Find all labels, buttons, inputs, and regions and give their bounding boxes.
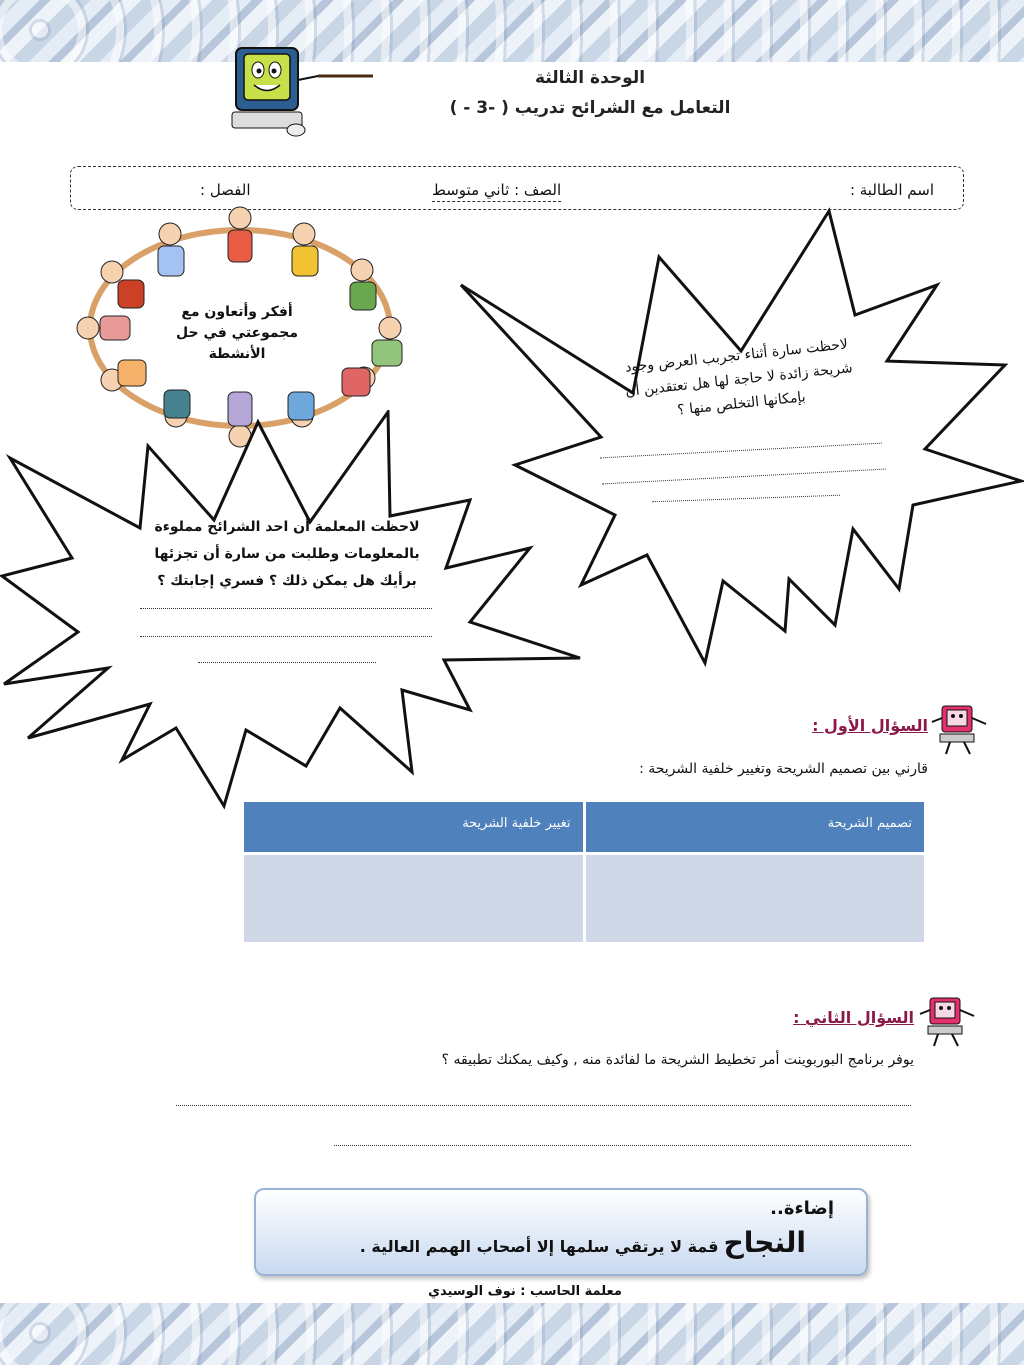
small-computer-icon [930, 700, 988, 758]
teacher-credit: معلمة الحاسب : نوف الوسيدي [428, 1284, 622, 1299]
student-name-label: اسم الطالبة : [849, 181, 934, 199]
right-bubble-text: لاحظت سارة أثناء تجربب العرض وجود شريحة زائدة لا حاجة لها هل تعتقدين أن بإمكانها التخلص منها ؟ [624, 336, 854, 419]
tip-heading: إضاءة.. [770, 1198, 834, 1219]
small-computer-icon [918, 992, 976, 1050]
question2-prompt: يوفر برنامج البوربوينت أمر تخطيط الشريحة ما لفائدة منه , وكيف يمكنك تطبيقه ؟ [441, 1052, 914, 1068]
answer-line[interactable] [176, 1105, 911, 1106]
top-decorative-border [0, 0, 1024, 62]
answer-line[interactable] [198, 662, 376, 663]
group-caption: أفكر وأتعاون مع مجموعتي في حل الأنشطة [175, 304, 299, 362]
tip-keyword: النجاح [723, 1226, 806, 1259]
comparison-table [241, 799, 927, 945]
table-row [244, 855, 924, 942]
left-starburst-bubble [0, 410, 590, 810]
class-label: الفصل : [200, 181, 251, 199]
tip-rest: قمة لا يرتقي سلمها إلا أصحاب الهمم العالية . [359, 1237, 719, 1256]
table-cell-background-answer[interactable] [244, 855, 583, 942]
unit-title: الوحدة الثالثة [534, 68, 646, 88]
bottom-decorative-border [0, 1303, 1024, 1365]
table-header-design: تصميم الشريحة [586, 802, 925, 852]
answer-line[interactable] [140, 608, 432, 609]
question2-label: السؤال الثاني : [793, 1008, 914, 1027]
left-bubble-text: لاحظت المعلمة أن احد الشرائح مملوءة بالمعلومات وطلبت من سارة أن تجزئها برأيك هل يمكن ذلك ؟ فسري إجابتك ؟ [154, 519, 420, 589]
lesson-title: التعامل مع الشرائح تدريب ( -3 - ) [449, 98, 731, 118]
question1-label: السؤال الأول : [812, 716, 928, 735]
table-cell-design-answer[interactable] [586, 855, 925, 942]
answer-line[interactable] [140, 636, 432, 637]
grade-label: الصف : ثاني متوسط [432, 181, 561, 202]
answer-line[interactable] [334, 1145, 911, 1146]
tip-text [280, 1226, 806, 1259]
table-header-background: تغيير خلفية الشريحة [244, 802, 583, 852]
question1-prompt: قارني بين تصميم الشريحة وتغيير خلفية الشريحة : [639, 761, 928, 777]
computer-mascot-icon [218, 40, 378, 140]
